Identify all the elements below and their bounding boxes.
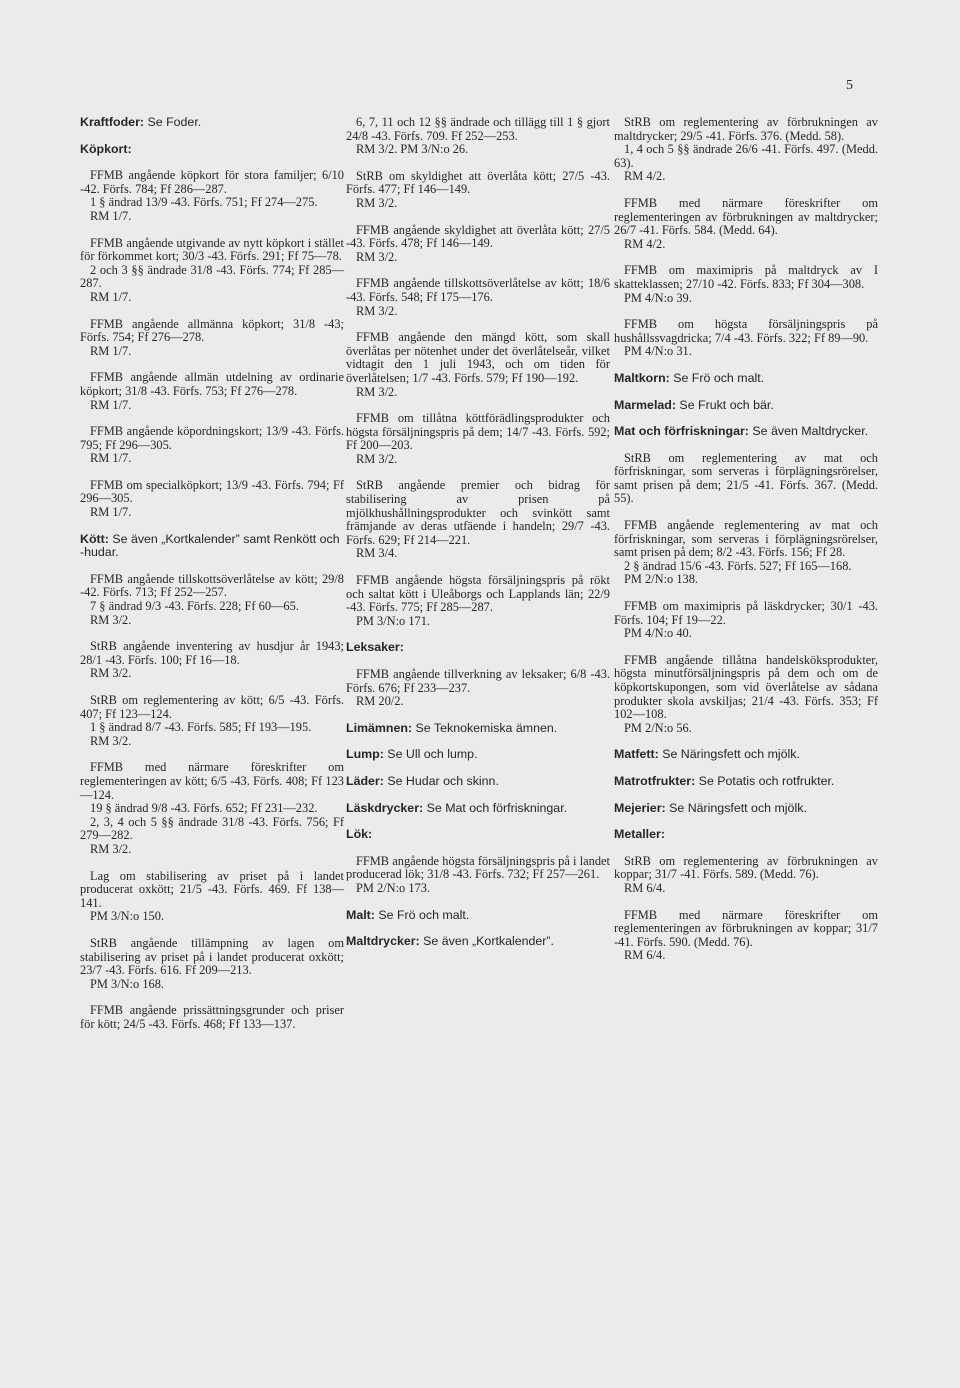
entry-line: RM 4/2.: [624, 169, 666, 184]
heading-label: Matrotfrukter:: [614, 773, 696, 788]
index-entry: [80, 425, 344, 466]
entry-line: FFMB angående högsta försäljningspris på i landet producerad lök; 31/8 -43. Förfs. 732; Ff 257—261.: [346, 853, 610, 882]
index-heading: [346, 828, 610, 842]
index-heading: [80, 116, 344, 130]
index-entry: [346, 170, 610, 211]
index-entry: [346, 668, 610, 709]
entry-line: 7 § ändrad 9/3 -43. Förfs. 228; Ff 60—65.: [90, 599, 299, 614]
heading-label: Kött:: [80, 531, 109, 546]
heading-reference: Se Frö och malt.: [669, 370, 765, 385]
index-entry: [80, 318, 344, 359]
entry-line: StRB om reglementering av förbrukningen av koppar; 31/7 -41. Förfs. 589. (Medd. 76).: [614, 853, 878, 882]
heading-reference: Se Foder.: [144, 115, 202, 129]
entry-line: FFMB angående tillåtna handelsköksprodukter, högsta minutförsäljningspris på dem och om de köpkortskupongen, som vid överlåtelse av sådana produkter skola avskiljas; 21/4 -43. Förfs. 353; Ff 102—108.: [614, 652, 878, 722]
index-entry: [80, 1004, 344, 1031]
entry-line: FFMB angående skyldighet att överlåta kött; 27/5 -43. Förfs. 478; Ff 146—149.: [346, 222, 610, 251]
heading-label: Maltkorn:: [614, 370, 670, 385]
index-entry: [346, 412, 610, 466]
entry-line: RM 1/7.: [90, 208, 132, 223]
index-entry: [346, 277, 610, 318]
entry-line: 1, 4 och 5 §§ ändrade 26/6 -41. Förfs. 497. (Medd. 63).: [614, 142, 878, 170]
heading-reference: Se Frö och malt.: [374, 907, 470, 922]
index-heading: [346, 722, 610, 736]
entry-line: RM 1/7.: [90, 505, 132, 520]
entry-line: PM 4/N:o 40.: [624, 626, 692, 641]
entry-line: RM 3/2.: [90, 733, 132, 748]
entry-line: Lag om stabilisering av priset på i landet producerat oxkött; 21/5 -43. Förfs. 469. Ff 138—141.: [80, 868, 344, 910]
entry-line: StRB om reglementering av förbrukningen av maltdrycker; 29/5 -41. Förfs. 376. (Medd. 58).: [614, 115, 878, 143]
index-entry: [346, 574, 610, 628]
heading-label: Köpkort:: [80, 141, 132, 156]
index-heading: [346, 641, 610, 655]
index-entry: [614, 452, 878, 506]
heading-label: Matfett:: [614, 747, 659, 762]
index-entry: [346, 331, 610, 399]
index-entry: [614, 264, 878, 305]
index-entry: [614, 116, 878, 184]
entry-line: RM 6/4.: [624, 880, 666, 895]
entry-line: RM 3/2.: [356, 384, 398, 399]
entry-line: FFMB angående tillverkning av leksaker; 6/8 -43. Förfs. 676; Ff 233—237.: [346, 667, 610, 695]
index-entry: [614, 197, 878, 251]
entry-line: FFMB med närmare föreskrifter om reglementeringen av förbrukningen av maltdrycker; 26/7 -41. Förfs. 584. (Medd. 64).: [614, 195, 878, 238]
index-entry: [80, 573, 344, 627]
heading-reference: Se Ull och lump.: [383, 747, 478, 762]
index-heading: [346, 748, 610, 762]
entry-line: RM 1/7.: [90, 397, 132, 412]
entry-line: FFMB om tillåtna köttförädlingsprodukter och högsta försäljningspris på dem; 14/7 -43. Förfs. 592; Ff 200—203.: [346, 411, 610, 453]
index-entry: [614, 600, 878, 641]
heading-label: Lump:: [346, 747, 384, 762]
entry-line: RM 3/2.: [356, 303, 398, 318]
entry-line: RM 3/2.: [90, 841, 132, 856]
heading-label: Marmelad:: [614, 397, 676, 412]
entry-line: FFMB angående allmän utdelning av ordinarie köpkort; 31/8 -43. Förfs. 753; Ff 276—278.: [80, 370, 344, 398]
heading-label: Läskdrycker:: [346, 800, 424, 815]
entry-line: RM 3/2.: [356, 451, 398, 466]
entry-line: FFMB angående tillskottsöverlåtelse av kött; 18/6 -43. Förfs. 548; Ff 175—176.: [346, 276, 610, 304]
index-heading: [346, 802, 610, 816]
entry-line: StRB angående tillämpning av lagen om stabilisering av priset på i landet producerat oxkött; 23/7 -43. Förfs. 616. Ff 209—213.: [80, 935, 344, 978]
heading-label: Limämnen:: [346, 720, 413, 735]
heading-reference: Se Potatis och rotfrukter.: [695, 773, 835, 788]
index-heading: [614, 425, 878, 439]
entry-line: RM 1/7.: [90, 343, 132, 358]
index-entry: [346, 116, 610, 157]
heading-label: Läder:: [346, 773, 384, 788]
entry-line: PM 3/N:o 150.: [90, 909, 165, 924]
index-entry: [80, 694, 344, 748]
entry-line: StRB angående inventering av husdjur år 1943; 28/1 -43. Förfs. 100; Ff 16—18.: [80, 639, 344, 667]
entry-line: FFMB angående tillskottsöverlåtelse av kött; 29/8 -42. Förfs. 713; Ff 252—257.: [80, 571, 344, 600]
index-heading: [346, 775, 610, 789]
index-entry: [346, 479, 610, 561]
index-heading: [346, 909, 610, 923]
heading-reference: Se Frukt och bär.: [675, 397, 774, 412]
entry-line: FFMB angående reglementering av mat och förfriskningar, som serveras i förplägningsrörelser, samt prisen på dem; 8/2 -43. Förfs. 156; Ff 28.: [614, 518, 878, 560]
heading-label: Malt:: [346, 907, 375, 922]
entry-line: 6, 7, 11 och 12 §§ ändrade och tillägg till 1 § gjort 24/8 -43. Förfs. 709. Ff 252—253.: [346, 115, 610, 143]
column-right: [614, 116, 878, 976]
entry-line: PM 3/N:o 168.: [90, 976, 165, 991]
index-heading: [614, 372, 878, 386]
index-heading: [80, 533, 344, 560]
index-entry: [80, 237, 344, 305]
entry-line: PM 4/N:o 39.: [624, 290, 692, 305]
entry-line: StRB om reglementering av mat och förfriskningar, som serveras i förplägningsrörelser, samt prisen på dem; 21/5 -41. Förfs. 367. (Medd. 55).: [614, 450, 878, 506]
index-heading: [80, 143, 344, 157]
entry-line: PM 2/N:o 56.: [624, 720, 692, 735]
entry-line: FFMB angående utgivande av nytt köpkort i stället för förkommet kort; 30/3 -43. Förfs. 291; Ff 75—78.: [80, 235, 344, 264]
index-entry: [614, 909, 878, 963]
entry-line: RM 3/2.: [356, 195, 398, 210]
heading-label: Maltdrycker:: [346, 934, 420, 949]
index-entry: [346, 224, 610, 265]
entry-line: FFMB angående köpordningskort; 13/9 -43. Förfs. 795; Ff 296—305.: [80, 424, 344, 452]
entry-line: 1 § ändrad 8/7 -43. Förfs. 585; Ff 193—195.: [90, 720, 312, 735]
entry-line: PM 3/N:o 171.: [356, 613, 431, 628]
index-heading: [614, 775, 878, 789]
entry-line: 2 § ändrad 15/6 -43. Förfs. 527; Ff 165—168.: [624, 558, 852, 573]
heading-reference: Se Mat och förfriskningar.: [423, 800, 568, 815]
heading-reference: Se även „Kortkalender”.: [419, 934, 554, 949]
entry-line: FFMB angående prissättningsgrunder och priser för kött; 24/5 -43. Förfs. 468; Ff 133—137.: [80, 1003, 344, 1031]
entry-line: FFMB om specialköpkort; 13/9 -43. Förfs. 794; Ff 296—305.: [80, 477, 344, 506]
entry-line: RM 1/7.: [90, 451, 132, 466]
heading-label: Kraftfoder:: [80, 115, 145, 129]
heading-label: Metaller:: [614, 827, 665, 842]
entry-line: 1 § ändrad 13/9 -43. Förfs. 751; Ff 274—275.: [90, 195, 318, 210]
heading-reference: Se Näringsfett och mjölk.: [658, 747, 800, 762]
entry-line: FFMB om maximipris på läskdrycker; 30/1 -43. Förfs. 104; Ff 19—22.: [614, 599, 878, 627]
entry-line: PM 2/N:o 138.: [624, 572, 699, 587]
entry-line: StRB om skyldighet att överlåta kött; 27/5 -43. Förfs. 477; Ff 146—149.: [346, 168, 610, 197]
entry-line: FFMB angående köpkort för stora familjer; 6/10 -42. Förfs. 784; Ff 286—287.: [80, 168, 344, 196]
entry-line: StRB angående premier och bidrag för stabilisering av prisen på mjölkhushållningsprodukter och svinkött samt främjande av deras utfäende i handeln; 29/7 -43. Förfs. 629; Ff 214—221.: [346, 478, 610, 547]
entry-line: RM 3/2. PM 3/N:o 26.: [356, 142, 469, 157]
column-middle: [346, 116, 610, 962]
heading-reference: Se Hudar och skinn.: [383, 773, 499, 788]
entry-line: FFMB om högsta försäljningspris på hushållssvagdricka; 7/4 -43. Förfs. 322; Ff 89—90.: [614, 317, 878, 345]
index-heading: [614, 828, 878, 842]
entry-line: RM 20/2.: [356, 694, 404, 709]
heading-label: Leksaker:: [346, 640, 404, 655]
index-entry: [614, 318, 878, 359]
index-heading: [346, 935, 610, 949]
index-entry: [80, 479, 344, 520]
entry-line: RM 3/2.: [90, 612, 132, 627]
index-heading: [614, 399, 878, 413]
entry-line: RM 3/2.: [356, 249, 398, 264]
heading-reference: Se Teknokemiska ämnen.: [412, 720, 558, 735]
heading-label: Mat och förfriskningar:: [614, 424, 749, 439]
entry-line: PM 4/N:o 31.: [624, 344, 692, 359]
entry-line: RM 3/2.: [90, 666, 132, 681]
page-number: 5: [846, 78, 853, 93]
index-entry: [80, 371, 344, 412]
index-entry: [80, 870, 344, 924]
index-heading: [614, 802, 878, 816]
entry-line: PM 2/N:o 173.: [356, 880, 431, 895]
entry-line: FFMB angående allmänna köpkort; 31/8 -43; Förfs. 754; Ff 276—278.: [80, 316, 344, 345]
entry-line: 2 och 3 §§ ändrade 31/8 -43. Förfs. 774; Ff 285—287.: [80, 262, 344, 291]
index-entry: [614, 654, 878, 736]
entry-line: RM 6/4.: [624, 948, 666, 963]
index-heading: [614, 748, 878, 762]
index-entry: [80, 169, 344, 223]
entry-line: FFMB angående den mängd kött, som skall överlåtas per nötenhet under det överlåtelseår, vilket vidtagit den 1 juli 1943, och om tiden för överlåtelsen; 1/7 -43. Förfs. 579; Ff 190—192.: [346, 330, 610, 385]
index-entry: [80, 761, 344, 856]
index-entry: [614, 855, 878, 896]
entry-line: FFMB med närmare föreskrifter om reglementeringen av kött; 6/5 -43. Förfs. 408; Ff 123—124.: [80, 760, 344, 802]
entry-line: FFMB angående högsta försäljningspris på rökt och saltat kött i Uleåborgs och Lapplands län; 22/9 -43. Förfs. 775; Ff 285—287.: [346, 573, 610, 615]
entry-line: RM 1/7.: [90, 289, 132, 304]
index-entry: [80, 937, 344, 991]
entry-line: FFMB om maximipris på maltdryck av I skatteklassen; 27/10 -42. Förfs. 833; Ff 304—308.: [614, 263, 878, 291]
index-entry: [346, 855, 610, 896]
column-left: [80, 116, 344, 1044]
entry-line: RM 4/2.: [624, 236, 666, 251]
index-entry: [614, 519, 878, 587]
index-entry: [80, 640, 344, 681]
heading-reference: Se även „Kortkalender” samt Renkött och -hudar.: [80, 531, 340, 560]
entry-line: StRB om reglementering av kött; 6/5 -43. Förfs. 407; Ff 123—124.: [80, 693, 344, 721]
entry-line: FFMB med närmare föreskrifter om reglementeringen av förbrukningen av koppar; 31/7 -41. Förfs. 590. (Medd. 76).: [614, 907, 878, 949]
heading-label: Mejerier:: [614, 800, 666, 815]
heading-label: Lök:: [346, 827, 373, 842]
entry-line: RM 3/4.: [356, 546, 398, 561]
heading-reference: Se Näringsfett och mjölk.: [665, 800, 807, 815]
entry-line: 19 § ändrad 9/8 -43. Förfs. 652; Ff 231—232.: [90, 801, 318, 816]
heading-reference: Se även Maltdrycker.: [748, 424, 869, 439]
entry-line: 2, 3, 4 och 5 §§ ändrade 31/8 -43. Förfs. 756; Ff 279—282.: [80, 814, 344, 843]
